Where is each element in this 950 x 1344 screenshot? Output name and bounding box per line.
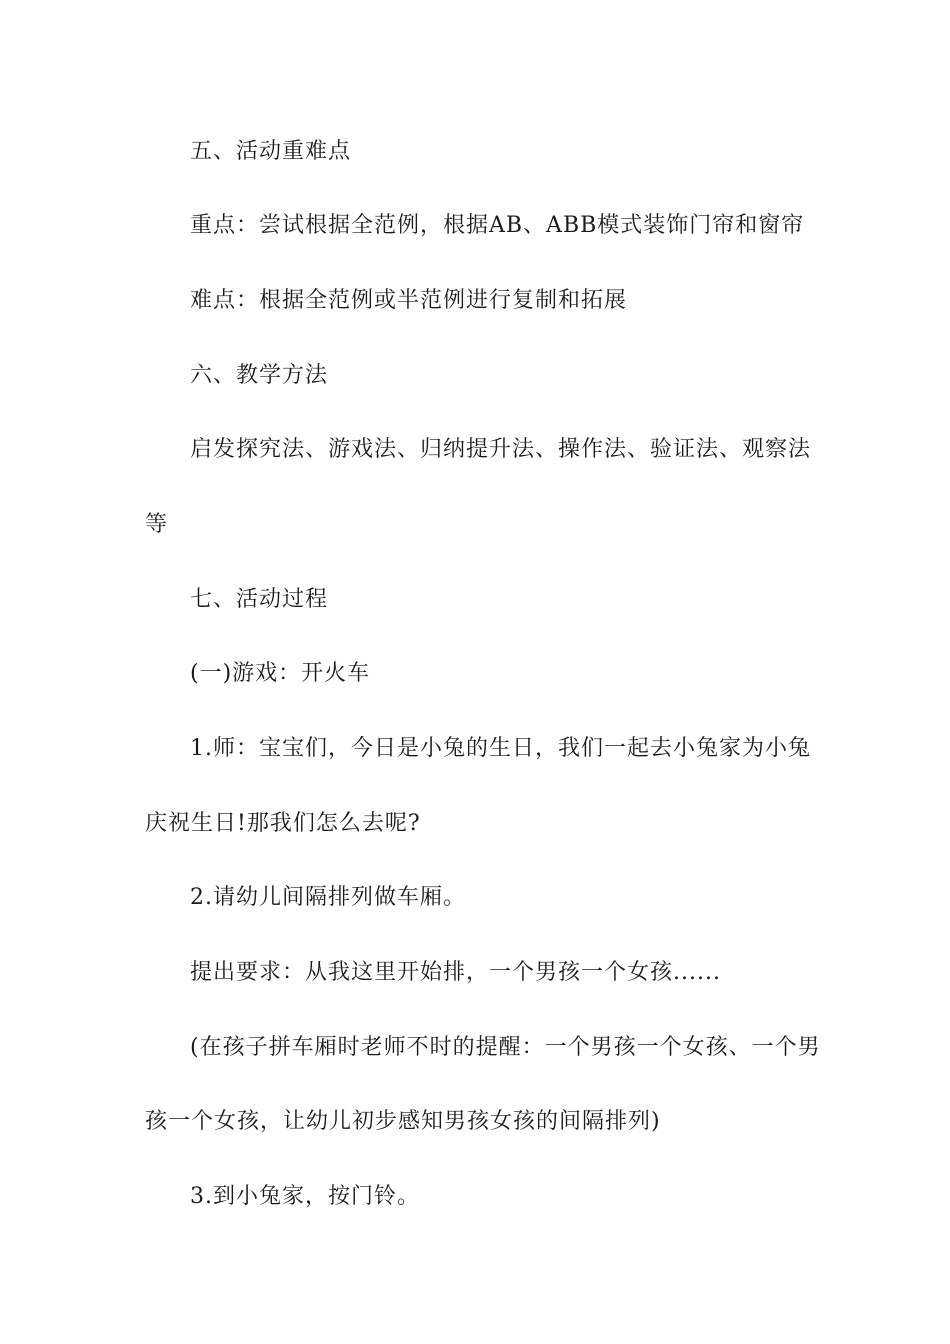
step-1-paragraph: 1.师：宝宝们，今日是小兔的生日，我们一起去小兔家为小兔 <box>190 736 811 761</box>
section-heading-7: 七、活动过程 <box>190 587 329 612</box>
step-2-paragraph: 2.请幼儿间隔排列做车厢。 <box>190 885 466 910</box>
teacher-reminder-continuation: 孩一个女孩，让幼儿初步感知男孩女孩的间隔排列) <box>145 1109 661 1134</box>
section-heading-5: 五、活动重难点 <box>190 139 352 164</box>
step-1-continuation: 庆祝生日!那我们怎么去呢? <box>145 811 421 836</box>
requirement-paragraph: 提出要求：从我这里开始排，一个男孩一个女孩...... <box>190 960 721 985</box>
section-heading-6: 六、教学方法 <box>190 363 329 388</box>
step-3-paragraph: 3.到小兔家，按门铃。 <box>190 1184 420 1209</box>
teaching-methods-paragraph: 启发探究法、游戏法、归纳提升法、操作法、验证法、观察法 <box>190 437 812 462</box>
subsection-heading-1: (一)游戏：开火车 <box>190 661 371 686</box>
key-point-paragraph: 重点：尝试根据全范例，根据AB、ABB模式装饰门帘和窗帘 <box>190 213 805 238</box>
difficult-point-paragraph: 难点：根据全范例或半范例进行复制和拓展 <box>190 288 628 313</box>
teacher-reminder-paragraph: (在孩子拼车厢时老师不时的提醒：一个男孩一个女孩、一个男 <box>190 1035 821 1060</box>
teaching-methods-continuation: 等 <box>145 512 169 537</box>
